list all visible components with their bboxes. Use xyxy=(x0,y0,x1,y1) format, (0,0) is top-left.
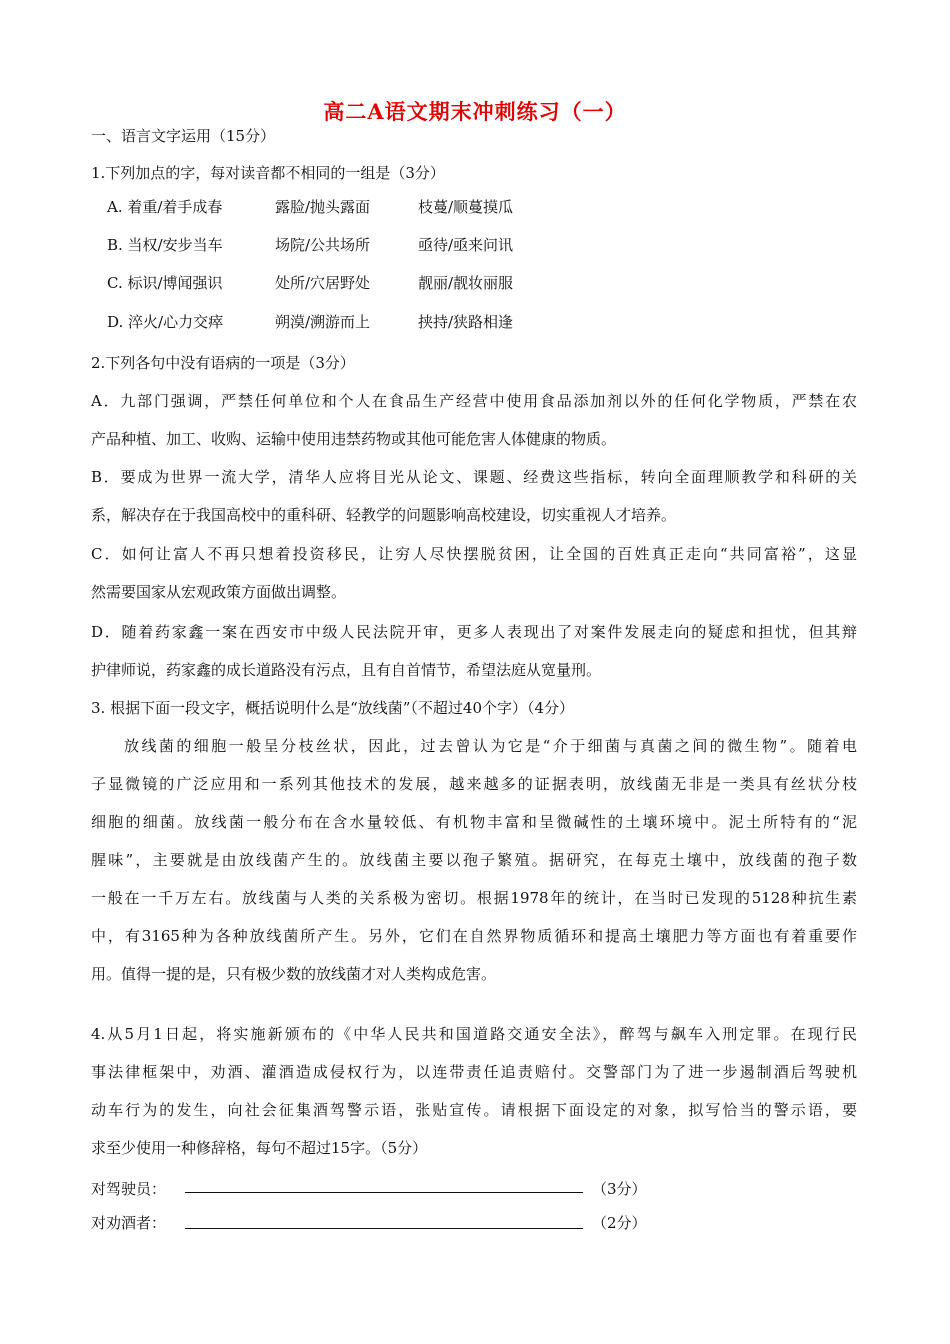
question-4-text: 4.从5月1日起，将实施新颁布的《中华人民共和国道路交通安全法》，醉驾与飙车入刑定罪。在现行民 事法律框架中，劝酒、灌酒造成侵权行为，以连带责任追责赔付。交警部门为了进一步遏制酒后驾驶机 动车行为的发生，向社会征集酒驾警示语，张贴宣传。请根据下面设定的对象，拟写恰当的警示语，要 求至少使用一种修辞格，每句不超过15字。（5分） xyxy=(91,1025,857,1157)
driver-score: （3分） xyxy=(592,1180,647,1198)
question-1-stem: 1.下列加点的字，每对读音都不相同的一组是（3分） xyxy=(91,164,445,182)
persuader-answer-line[interactable] xyxy=(185,1228,583,1229)
question-2-option-a: A．九部门强调，严禁任何单位和个人在食品生产经营中使用食品添加剂以外的任何化学物质，严禁在农 产品种植、加工、收购、运输中使用违禁药物或其他可能危害人体健康的物质。 xyxy=(91,392,857,448)
section-heading: 一、语言文字运用（15分） xyxy=(91,127,276,145)
driver-answer-line[interactable] xyxy=(185,1192,583,1193)
question-2-option-d: D．随着药家鑫一案在西安市中级人民法院开审，更多人表现出了对案件发展走向的疑虑和担忧，但其辩 护律师说，药家鑫的成长道路没有污点，且有自首情节，希望法庭从宽量刑。 xyxy=(91,623,857,679)
driver-label: 对驾驶员： xyxy=(91,1180,167,1198)
exam-page: 高二A语文期末冲刺练习（一） 一、语言文字运用（15分） 1.下列加点的字，每对读音都不相同的一组是（3分） A. 着重/着手成春 露脸/抛头露面 枝蔓/顺蔓摸瓜 B. 当权/安步当车 场院/公共场所 亟待/亟来问讯 C. 标识/博闻强识 处所/穴居野处 靓丽/靓妆丽服 D. 淬火/心力交瘁 朔漠/溯游而上 挟持/狭路相逢 2.下列各句中没有语病的一项是（3分） A．九部门强调，严禁任何单位和个人在食品生产经营中使用食品添加剂以外的任何化学物质，严禁在农 产品种植、加工、收购、运输中使用违禁药物或其他可能危害人体健康的物质。 B．要成为世界一流大学，清华人应将目光从论文、课题、经费这些指标，转向全面理顺教学和科研的关 系，解决存在于我国高校中的重科研、轻教学的问题影响高校建设，切实重视人才培养。 C．如何让富人不再只想着投资移民，让穷人尽快摆脱贫困，让全国的百姓真正走向“共同富裕”，这显 然需要国家从宏观政策方面做出调整。 D．随着药家鑫一案在西安市中级人民法院开审，更多人表现出了对案件发展走向的疑虑和担忧，但其辩 护律师说，药家鑫的成长道路没有污点，且有自首情节，希望法庭从宽量刑。 3. 根据下面一段文字，概括说明什么是“放线菌”（不超过40个字）（4分） 放线菌的细胞一般呈分枝丝状，因此，过去曾认为它是“介于细菌与真菌之间的微生物”。随着电 子显微镜的广泛应用和一系列其他技术的发展，越来越多的证据表明，放线菌无非是一类具有丝状分枝 细胞的细菌。放线菌一般分布在含水量较低、有机物丰富和呈微碱性的土壤环境中。泥土所特有的“泥 腥味”，主要就是由放线菌产生的。放线菌主要以孢子繁殖。据研究，在每克土壤中，放线菌的孢子数 一般在一千万左右。放线菌与人类的关系极为密切。根据1978年的统计，在当时已发现的5128种抗生素 中，有3165种为各种放线菌所产生。另外，它们在自然界物质循环和提高土壤肥力等方面也有着重要作 用。值得一提的是，只有极少数的放线菌才对人类构成危害。 4.从5月1日起，将实施新颁布的《中华人民共和国道路交通安全法》，醉驾与飙车入刑定罪。在现行民 事法律框架中，劝酒、灌酒造成侵权行为，以连带责任追责赔付。交警部门为了进一步遏制酒后驾驶机 动车行为的发生，向社会征集酒驾警示语，张贴宣传。请根据下面设定的对象，拟写恰当的警示语，要 求至少使用一种修辞格，每句不超过15字。（5分） 对驾驶员： （3分） 对劝酒者： （2分） xyxy=(0,0,950,1344)
question-3-passage: 放线菌的细胞一般呈分枝丝状，因此，过去曾认为它是“介于细菌与真菌之间的微生物”。随着电 子显微镜的广泛应用和一系列其他技术的发展，越来越多的证据表明，放线菌无非是一类具有丝状分枝 细胞的细菌。放线菌一般分布在含水量较低、有机物丰富和呈微碱性的土壤环境中。泥土所特有的“泥 腥味”，主要就是由放线菌产生的。放线菌主要以孢子繁殖。据研究，在每克土壤中，放线菌的孢子数 一般在一千万左右。放线菌与人类的关系极为密切。根据1978年的统计，在当时已发现的5128种抗生素 中，有3165种为各种放线菌所产生。另外，它们在自然界物质循环和提高土壤肥力等方面也有着重要作 用。值得一提的是，只有极少数的放线菌才对人类构成危害。 xyxy=(91,737,857,983)
persuader-score: （2分） xyxy=(592,1214,647,1232)
question-3-stem: 3. 根据下面一段文字，概括说明什么是“放线菌”（不超过40个字）（4分） xyxy=(91,699,575,717)
persuader-label: 对劝酒者： xyxy=(91,1214,167,1232)
question-2-option-c: C．如何让富人不再只想着投资移民，让穷人尽快摆脱贫困，让全国的百姓真正走向“共同富裕”，这显 然需要国家从宏观政策方面做出调整。 xyxy=(91,545,857,601)
question-2-stem: 2.下列各句中没有语病的一项是（3分） xyxy=(91,354,355,372)
page-title: 高二A语文期末冲刺练习（一） xyxy=(323,99,627,124)
question-2-option-b: B．要成为世界一流大学，清华人应将目光从论文、课题、经费这些指标，转向全面理顺教学和科研的关 系，解决存在于我国高校中的重科研、轻教学的问题影响高校建设，切实重视人才培养。 xyxy=(91,468,857,524)
